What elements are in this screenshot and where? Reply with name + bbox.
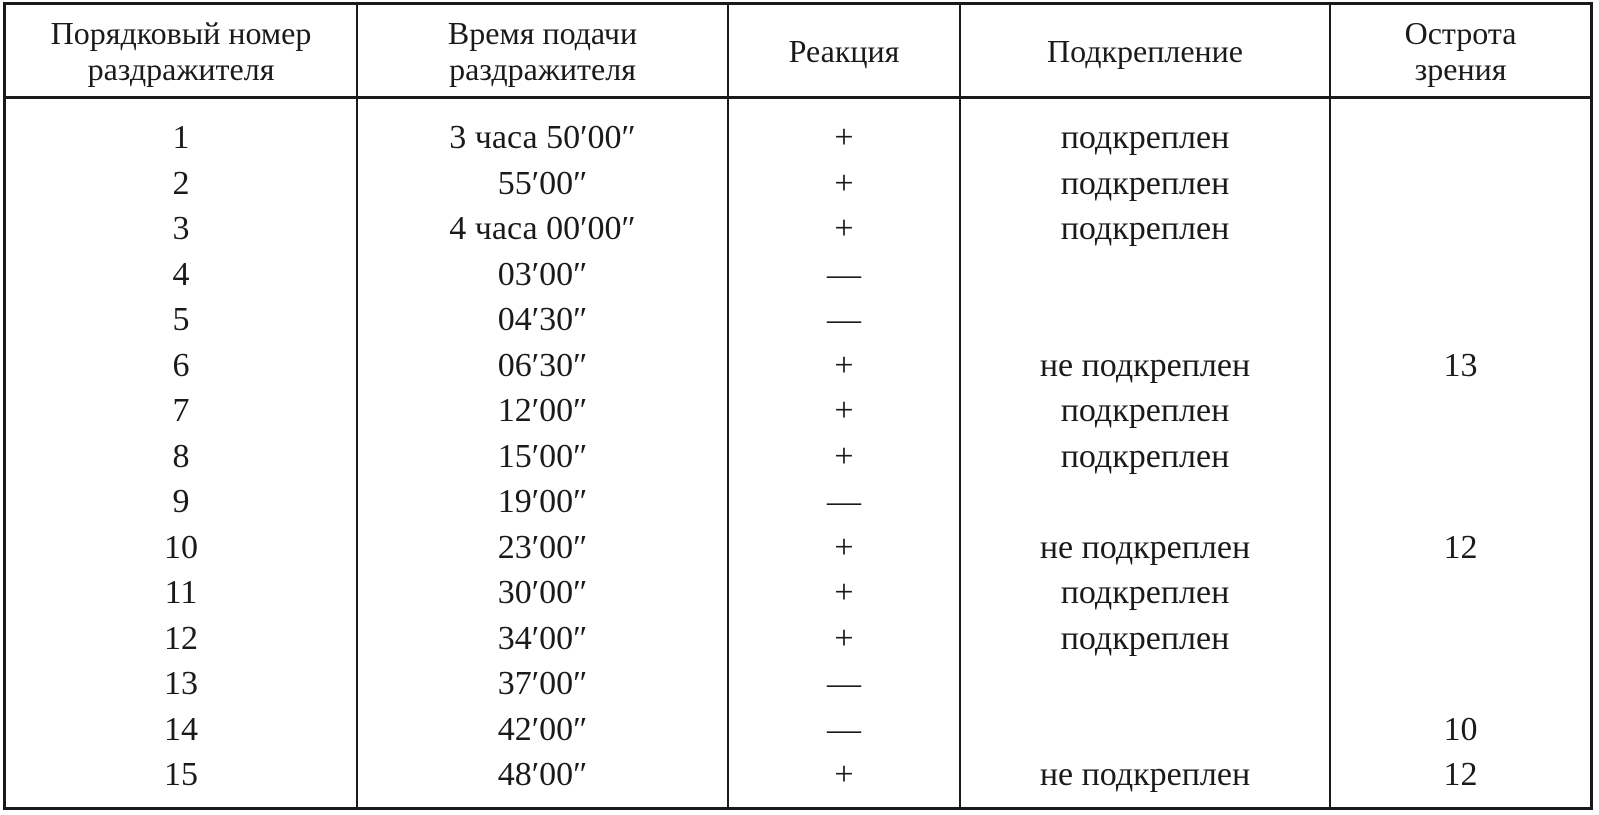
filler-cell — [728, 798, 960, 808]
cell-reinforcement: подкреплен — [960, 98, 1330, 161]
cell-reinforcement — [960, 707, 1330, 753]
cell-visual-acuity — [1330, 98, 1590, 161]
cell-stimulus-number: 8 — [6, 434, 357, 480]
cell-visual-acuity: 13 — [1443, 346, 1478, 384]
cell-stimulus-number: 14 — [6, 707, 357, 753]
cell-reaction: + — [728, 206, 960, 252]
cell-visual-acuity — [1330, 206, 1590, 252]
cell-visual-acuity — [1330, 297, 1590, 343]
cell-visual-acuity — [1330, 434, 1590, 480]
cell-reinforcement: не подкреплен — [960, 752, 1330, 798]
cell-stimulus-number: 6 — [6, 343, 357, 389]
cell-stimulus-time: 19′00″ — [357, 479, 728, 525]
cell-reinforcement: не подкреплен — [960, 525, 1330, 571]
cell-stimulus-time: 12′00″ — [357, 388, 728, 434]
cell-stimulus-time: 48′00″ — [357, 752, 728, 798]
cell-reinforcement — [960, 252, 1330, 298]
cell-reaction: + — [728, 570, 960, 616]
cell-stimulus-number: 2 — [6, 161, 357, 207]
cell-reaction: — — [728, 479, 960, 525]
filler-cell — [357, 798, 728, 808]
cell-reaction: — — [728, 252, 960, 298]
cell-visual-acuity — [1330, 161, 1590, 207]
cell-stimulus-time: 37′00″ — [357, 661, 728, 707]
cell-visual-acuity — [1330, 479, 1590, 525]
header-line: Время подачи — [447, 14, 638, 51]
cell-reaction: — — [728, 661, 960, 707]
cell-reinforcement: подкреплен — [960, 388, 1330, 434]
cell-reinforcement: подкреплен — [960, 434, 1330, 480]
cell-reaction: + — [728, 752, 960, 798]
cell-stimulus-time: 03′00″ — [357, 252, 728, 298]
cell-reinforcement — [960, 297, 1330, 343]
table-row — [6, 161, 1590, 207]
table-row — [6, 479, 1590, 525]
table-row — [6, 707, 1590, 753]
table-body — [6, 98, 1590, 808]
header-stimulus-number — [6, 5, 357, 98]
table-row — [6, 206, 1590, 252]
header-line: зрения — [1414, 50, 1507, 87]
cell-reinforcement — [960, 479, 1330, 525]
table-row — [6, 252, 1590, 298]
cell-stimulus-number: 3 — [6, 206, 357, 252]
header-reinforcement — [960, 5, 1330, 98]
table-row — [6, 98, 1590, 161]
cell-stimulus-number: 13 — [6, 661, 357, 707]
cell-visual-acuity — [1330, 616, 1590, 662]
cell-reaction: + — [728, 388, 960, 434]
cell-stimulus-time: 30′00″ — [357, 570, 728, 616]
header-line: раздражителя — [449, 50, 636, 87]
cell-reinforcement: подкреплен — [960, 570, 1330, 616]
cell-stimulus-number: 7 — [6, 388, 357, 434]
cell-stimulus-number: 4 — [6, 252, 357, 298]
header-reaction — [728, 5, 960, 98]
cell-stimulus-number: 15 — [6, 752, 357, 798]
cell-reinforcement: подкреплен — [960, 616, 1330, 662]
header-row — [6, 5, 1590, 98]
table-row — [6, 616, 1590, 662]
cell-visual-acuity: 12 — [1443, 528, 1478, 566]
header-line: Острота — [1404, 14, 1517, 51]
cell-reinforcement — [960, 661, 1330, 707]
cell-stimulus-time: 04′30″ — [357, 297, 728, 343]
header-visual-acuity — [1330, 5, 1590, 98]
cell-stimulus-time: 42′00″ — [357, 707, 728, 753]
table-header — [6, 5, 1590, 98]
stimulus-table — [3, 2, 1593, 810]
cell-visual-acuity — [1330, 661, 1590, 707]
table-row — [6, 434, 1590, 480]
cell-stimulus-number: 9 — [6, 479, 357, 525]
cell-reaction: + — [728, 98, 960, 161]
cell-reinforcement: подкреплен — [960, 206, 1330, 252]
cell-reaction: + — [728, 343, 960, 389]
table-row — [6, 343, 1590, 389]
filler-cell — [1330, 798, 1590, 808]
table-row — [6, 661, 1590, 707]
cell-reaction: + — [728, 434, 960, 480]
filler-cell — [960, 798, 1330, 808]
table-filler-row — [6, 798, 1590, 808]
cell-reinforcement: подкреплен — [960, 161, 1330, 207]
header-line: Реакция — [788, 32, 900, 69]
cell-stimulus-time: 34′00″ — [357, 616, 728, 662]
cell-visual-acuity: 12 — [1443, 756, 1478, 793]
cell-visual-acuity — [1330, 388, 1590, 434]
header-line: Порядковый номер — [50, 14, 312, 51]
cell-reaction: + — [728, 161, 960, 207]
cell-reaction: + — [728, 525, 960, 571]
cell-stimulus-time: 4 часа 00′00″ — [357, 206, 728, 252]
header-stimulus-time — [357, 5, 728, 98]
cell-stimulus-number: 5 — [6, 297, 357, 343]
cell-reaction: + — [728, 616, 960, 662]
cell-reaction: — — [728, 707, 960, 753]
cell-reaction: — — [728, 297, 960, 343]
header-line: раздражителя — [87, 50, 275, 87]
table-row — [6, 525, 1590, 571]
table-row — [6, 570, 1590, 616]
cell-stimulus-time: 55′00″ — [357, 161, 728, 207]
cell-reinforcement: не подкреплен — [960, 343, 1330, 389]
cell-visual-acuity — [1330, 252, 1590, 298]
cell-stimulus-number: 1 — [6, 98, 357, 161]
cell-stimulus-time: 3 часа 50′00″ — [357, 98, 728, 161]
header-line: Подкрепление — [1047, 32, 1243, 69]
cell-stimulus-number: 10 — [6, 525, 357, 571]
cell-visual-acuity: 10 — [1443, 710, 1478, 748]
cell-stimulus-number: 12 — [6, 616, 357, 662]
table-row — [6, 752, 1590, 798]
stimulus-table-grid — [6, 5, 1590, 807]
cell-stimulus-time: 15′00″ — [357, 434, 728, 480]
table-row — [6, 297, 1590, 343]
cell-stimulus-time: 06′30″ — [357, 343, 728, 389]
cell-stimulus-time: 23′00″ — [357, 525, 728, 571]
filler-cell — [6, 798, 357, 808]
cell-visual-acuity — [1330, 570, 1590, 616]
table-row — [6, 388, 1590, 434]
cell-stimulus-number: 11 — [6, 570, 357, 616]
